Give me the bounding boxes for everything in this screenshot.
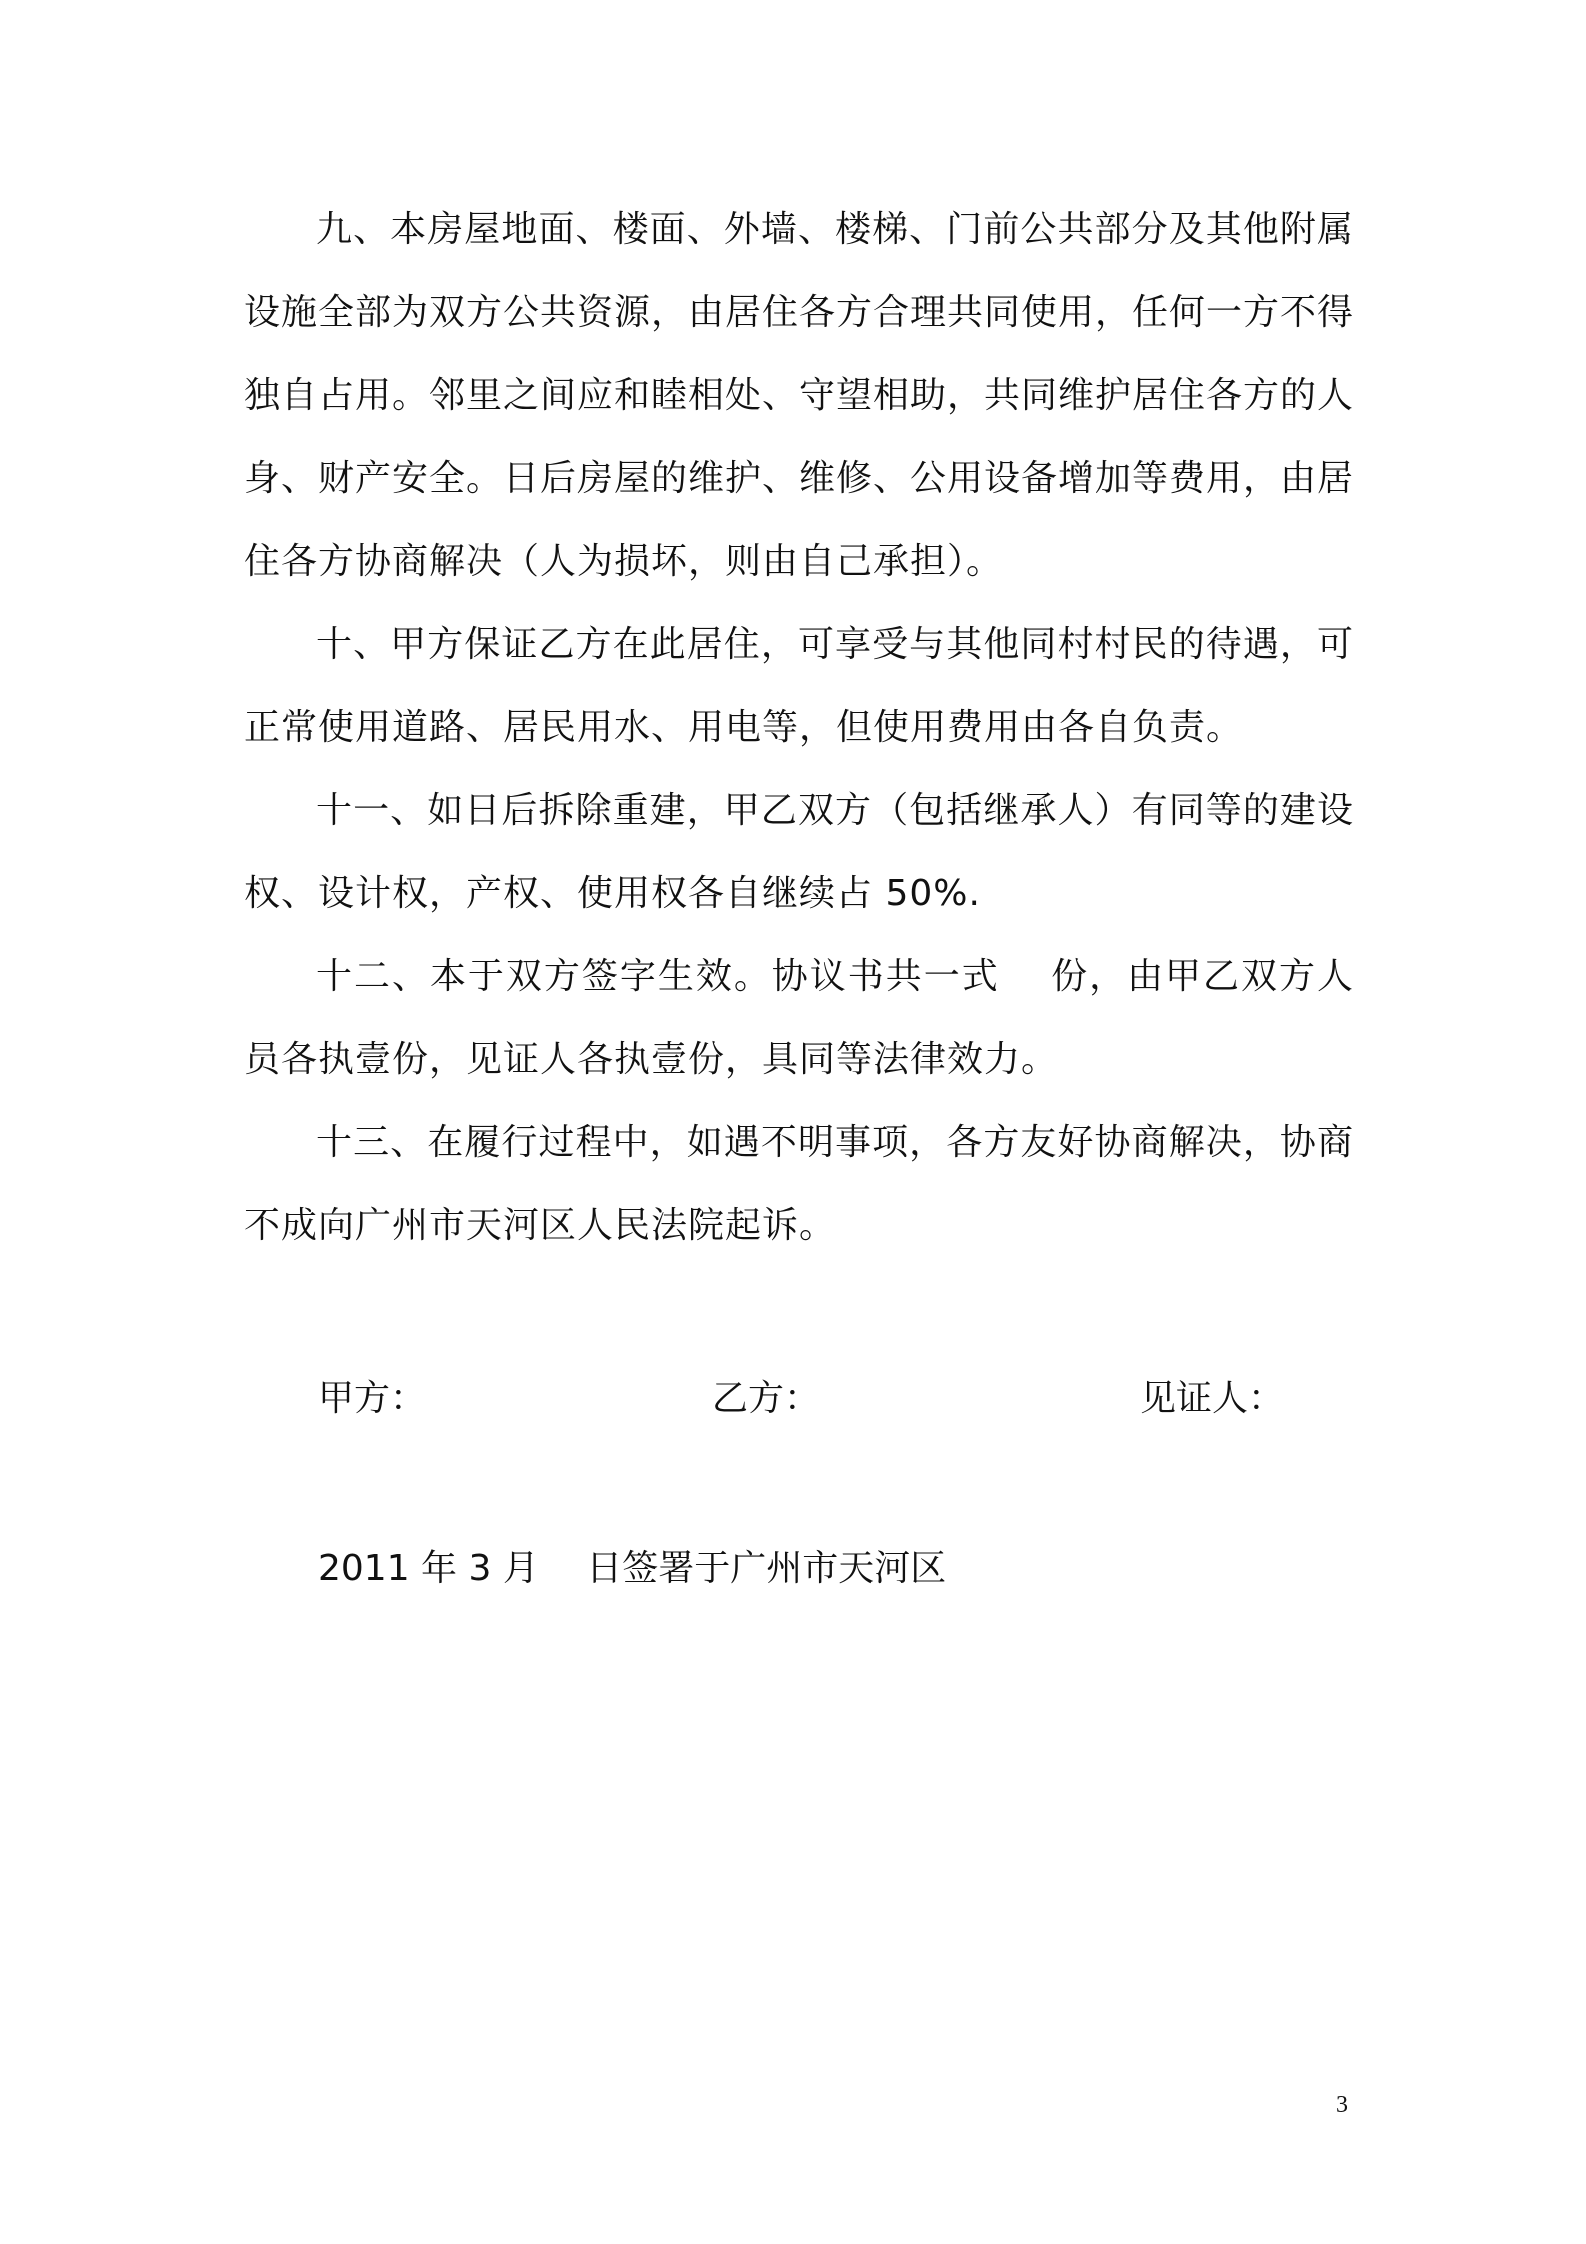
party-b-label: 乙方： (712, 1378, 821, 1419)
clause-11: 十一、如日后拆除重建，甲乙双方（包括继承人）有同等的建设权、设计权，产权、使用权各自继续占 50%. (244, 790, 1354, 914)
clause-10: 十、甲方保证乙方在此居住，可享受与其他同村村民的待遇，可正常使用道路、居民用水、用电等，但使用费用由各自负责。 (244, 624, 1354, 748)
signature-line (0, 1370, 1586, 1430)
party-a-label: 甲方： (318, 1378, 427, 1419)
signing-date-place: 2011 年 3 月 日签署于广州市天河区 (318, 1548, 947, 1589)
clause-9: 九、本房屋地面、楼面、外墙、楼梯、门前公共部分及其他附属设施全部为双方公共资源，由居住各方合理共同使用，任何一方不得独自占用。邻里之间应和睦相处、守望相助，共同维护居住各方的人身、财产安全。日后房屋的维护、维修、公用设备增加等费用，由居住各方协商解决（人为损坏，则由自己承担）。 (244, 209, 1355, 582)
clause-13: 十三、在履行过程中，如遇不明事项，各方友好协商解决，协商不成向广州市天河区人民法院起诉。 (244, 1122, 1354, 1246)
clause-12: 十二、本于双方签字生效。协议书共一式 份，由甲乙双方人员各执壹份，见证人各执壹份，具同等法律效力。 (244, 956, 1354, 1080)
page-number: 3 (1336, 2092, 1348, 2118)
agreement-body (244, 188, 1354, 1267)
witness-label: 见证人： (1140, 1378, 1285, 1419)
